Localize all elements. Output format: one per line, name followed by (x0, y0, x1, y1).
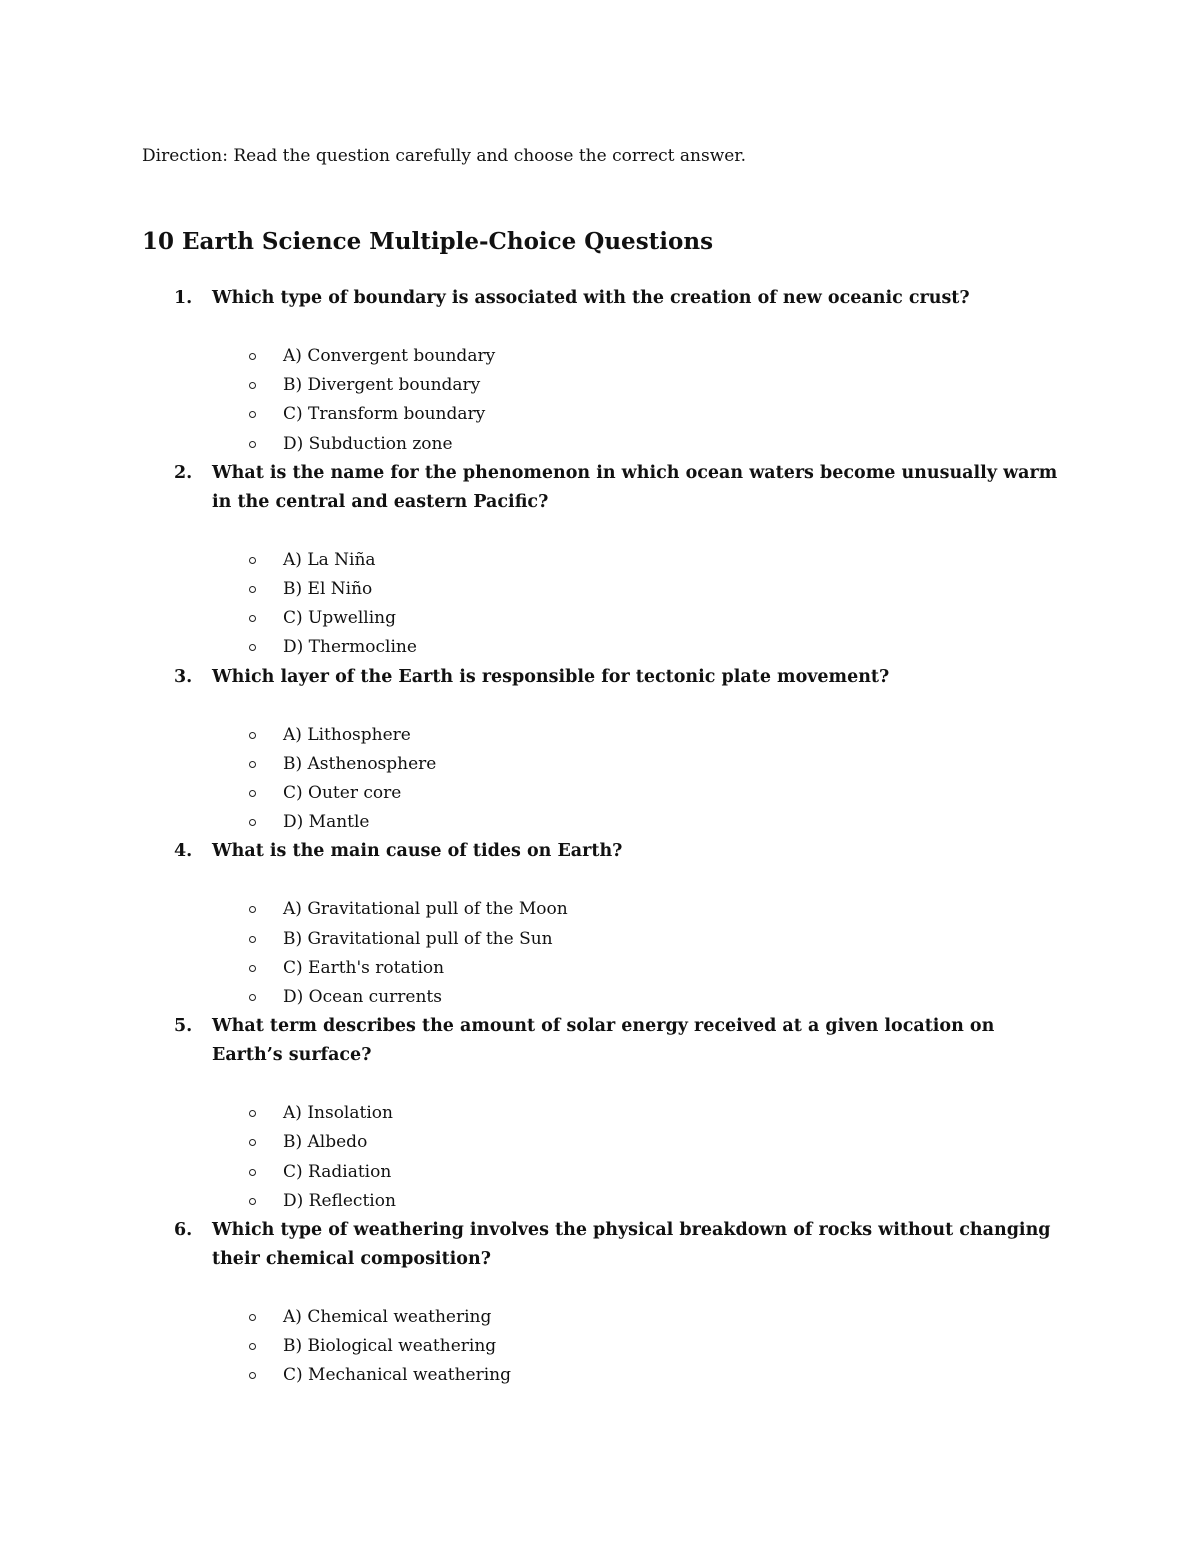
option-label: B) Biological weathering (283, 1336, 497, 1357)
option-item (0, 430, 1200, 459)
circle-bullet-icon (249, 1169, 256, 1176)
option-item (0, 342, 1200, 371)
option-list (0, 692, 1200, 838)
question-text: Which type of weathering involves the physical breakdown of rocks without changing their chemical composition? (212, 1220, 1051, 1270)
option-item (0, 546, 1200, 575)
option-label: D) Mantle (283, 812, 370, 833)
circle-bullet-icon (249, 441, 256, 448)
option-label: D) Ocean currents (283, 987, 442, 1008)
option-item (0, 721, 1200, 750)
option-item (0, 575, 1200, 604)
question-5 (0, 1012, 1200, 1216)
circle-bullet-icon (249, 819, 256, 826)
option-label: C) Radiation (283, 1161, 392, 1182)
option-list (0, 313, 1200, 459)
option-list (0, 866, 1200, 1012)
question-number: 5. (174, 1016, 193, 1037)
circle-bullet-icon (249, 1139, 256, 1146)
question-list (0, 284, 1200, 1391)
circle-bullet-icon (249, 761, 256, 768)
option-item (0, 954, 1200, 983)
question-number: 3. (174, 666, 193, 687)
option-label: C) Outer core (283, 783, 402, 804)
option-label: A) Lithosphere (283, 724, 411, 745)
option-item (0, 1303, 1200, 1332)
option-label: B) El Niño (283, 579, 373, 600)
question-6 (0, 1216, 1200, 1391)
option-label: D) Subduction zone (283, 433, 453, 454)
option-item (0, 604, 1200, 633)
circle-bullet-icon (249, 906, 256, 913)
option-item (0, 750, 1200, 779)
circle-bullet-icon (249, 411, 256, 418)
option-item (0, 1187, 1200, 1216)
circle-bullet-icon (249, 994, 256, 1001)
circle-bullet-icon (249, 1372, 256, 1379)
option-item (0, 779, 1200, 808)
option-label: D) Thermocline (283, 637, 417, 658)
option-list (0, 1274, 1200, 1391)
circle-bullet-icon (249, 644, 256, 651)
option-item (0, 1099, 1200, 1128)
circle-bullet-icon (249, 1314, 256, 1321)
option-list (0, 517, 1200, 663)
option-item (0, 633, 1200, 662)
circle-bullet-icon (249, 1110, 256, 1117)
option-label: A) Convergent boundary (283, 346, 496, 366)
option-item (0, 895, 1200, 924)
question-text: What is the main cause of tides on Earth? (212, 841, 623, 862)
option-item (0, 371, 1200, 400)
question-number: 6. (174, 1220, 193, 1241)
question-text: Which layer of the Earth is responsible for tectonic plate movement? (212, 666, 890, 687)
option-label: B) Gravitational pull of the Sun (283, 928, 553, 949)
option-label: C) Upwelling (283, 608, 397, 629)
option-label: B) Asthenosphere (283, 753, 437, 774)
option-item (0, 983, 1200, 1012)
page-title: 10 Earth Science Multiple-Choice Questions (142, 228, 714, 255)
question-number: 1. (174, 288, 193, 308)
option-label: B) Albedo (283, 1132, 368, 1153)
circle-bullet-icon (249, 353, 256, 360)
option-label: D) Reflection (283, 1190, 396, 1211)
option-label: C) Transform boundary (283, 404, 486, 425)
question-4 (0, 837, 1200, 1012)
question-3 (0, 663, 1200, 838)
option-item (0, 808, 1200, 837)
option-label: A) Chemical weathering (283, 1307, 492, 1328)
option-label: C) Earth's rotation (283, 957, 445, 978)
circle-bullet-icon (249, 1198, 256, 1205)
question-1 (0, 284, 1200, 459)
circle-bullet-icon (249, 732, 256, 739)
option-item (0, 400, 1200, 429)
option-label: A) Gravitational pull of the Moon (283, 899, 568, 920)
option-item (0, 1128, 1200, 1157)
option-label: A) Insolation (283, 1103, 393, 1124)
option-label: B) Divergent boundary (283, 375, 481, 396)
circle-bullet-icon (249, 936, 256, 943)
question-2 (0, 459, 1200, 663)
option-label: A) La Niña (283, 549, 376, 570)
option-label: C) Mechanical weathering (283, 1365, 511, 1386)
circle-bullet-icon (249, 586, 256, 593)
question-text: Which type of boundary is associated with the creation of new oceanic crust? (212, 288, 970, 308)
option-item (0, 925, 1200, 954)
question-number: 4. (174, 841, 193, 862)
circle-bullet-icon (249, 1343, 256, 1350)
option-item (0, 1361, 1200, 1390)
circle-bullet-icon (249, 615, 256, 622)
option-item (0, 1332, 1200, 1361)
question-text: What term describes the amount of solar energy received at a given location on Earth’s surface? (212, 1016, 995, 1066)
circle-bullet-icon (249, 965, 256, 972)
question-number: 2. (174, 462, 193, 483)
circle-bullet-icon (249, 557, 256, 564)
direction-text: Direction: Read the question carefully and choose the correct answer. (142, 146, 746, 166)
circle-bullet-icon (249, 382, 256, 389)
option-list (0, 1070, 1200, 1216)
circle-bullet-icon (249, 790, 256, 797)
question-text: What is the name for the phenomenon in which ocean waters become unusually warm in the central and eastern Pacific? (212, 462, 1058, 512)
option-item (0, 1158, 1200, 1187)
